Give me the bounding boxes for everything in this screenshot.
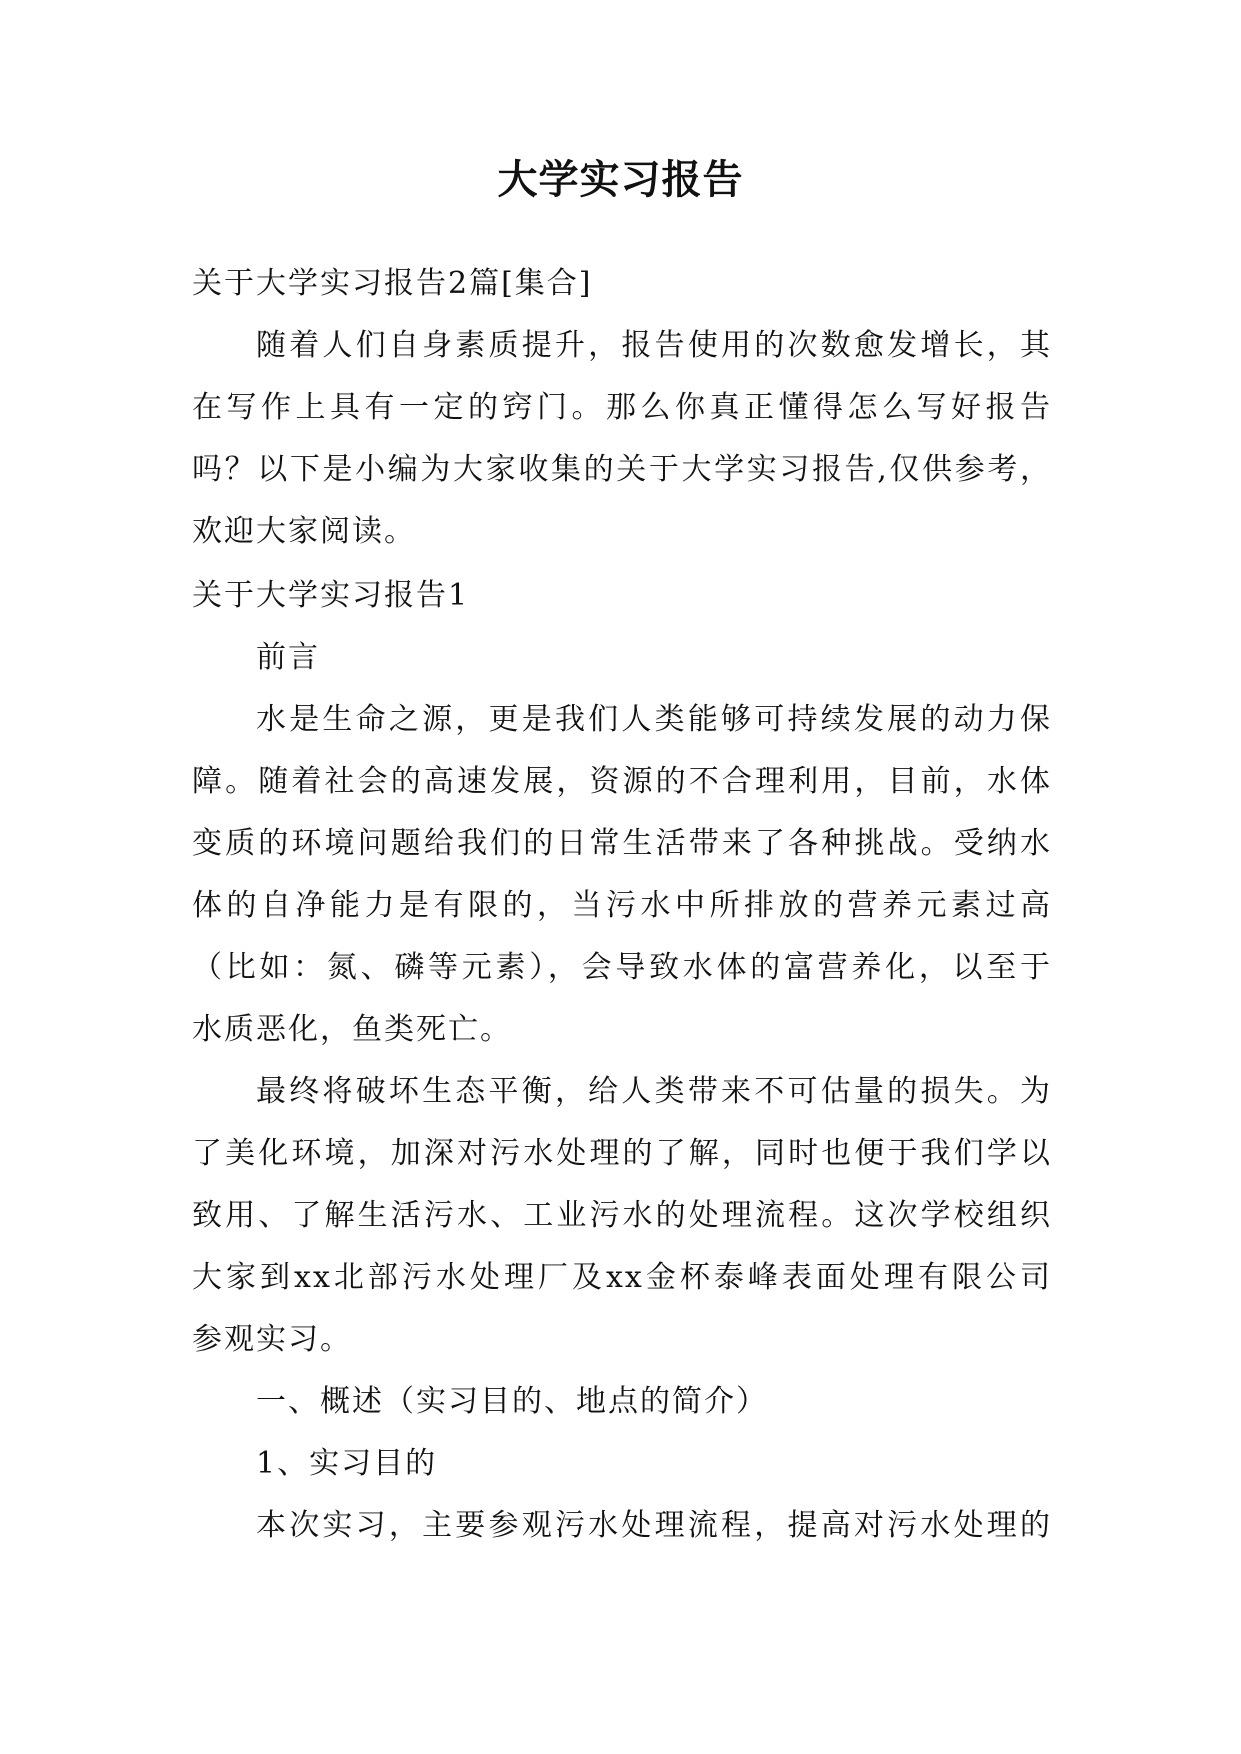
paragraph-line: 水是生命之源，更是我们人类能够可持续发展的动力保: [256, 702, 1052, 737]
paragraph-line: 本次实习，主要参观污水处理流程，提高对污水处理的: [256, 1508, 1052, 1543]
preface-label: 前言: [256, 640, 320, 675]
intro-line: 在写作上具有一定的窍门。那么你真正懂得怎么写好报告: [192, 390, 1052, 425]
document-title: 大学实习报告: [497, 156, 744, 203]
paragraph-line: 体的自净能力是有限的，当污水中所排放的营养元素过高: [192, 888, 1052, 923]
intro-block: [192, 253, 1052, 563]
paragraph-line: 了美化环境，加深对污水处理的了解，同时也便于我们学以: [192, 1136, 1052, 1171]
paragraph-line: 参观实习。: [192, 1322, 352, 1357]
intro-line: 欢迎大家阅读。: [192, 514, 416, 549]
paragraph-line: 变质的环境问题给我们的日常生活带来了各种挑战。受纳水: [192, 826, 1052, 861]
paragraph-line: 水质恶化，鱼类死亡。: [192, 1012, 512, 1047]
paragraph-line: 致用、了解生活污水、工业污水的处理流程。这次学校组织: [192, 1198, 1052, 1233]
intro-line: 随着人们自身素质提升，报告使用的次数愈发增长，其: [256, 328, 1052, 363]
paragraph-line: 障。随着社会的高速发展，资源的不合理利用，目前，水体: [192, 764, 1052, 799]
paragraph-line: 大家到xx北部污水处理厂及xx金杯泰峰表面处理有限公司: [192, 1260, 1052, 1295]
paragraph-line: 最终将破坏生态平衡，给人类带来不可估量的损失。为: [256, 1074, 1052, 1109]
intro-line: 吗？以下是小编为大家收集的关于大学实习报告,仅供参考，: [192, 452, 1052, 487]
outline-heading: 一、概述（实习目的、地点的简介）: [256, 1384, 768, 1419]
paragraph-line: （比如：氮、磷等元素），会导致水体的富营养化，以至于: [192, 950, 1052, 985]
purpose-heading: 1、实习目的: [256, 1446, 438, 1481]
section-block: [192, 565, 1052, 1557]
section-heading: 关于大学实习报告1: [192, 578, 470, 613]
document-subtitle: 关于大学实习报告2篇[集合]: [192, 266, 593, 301]
